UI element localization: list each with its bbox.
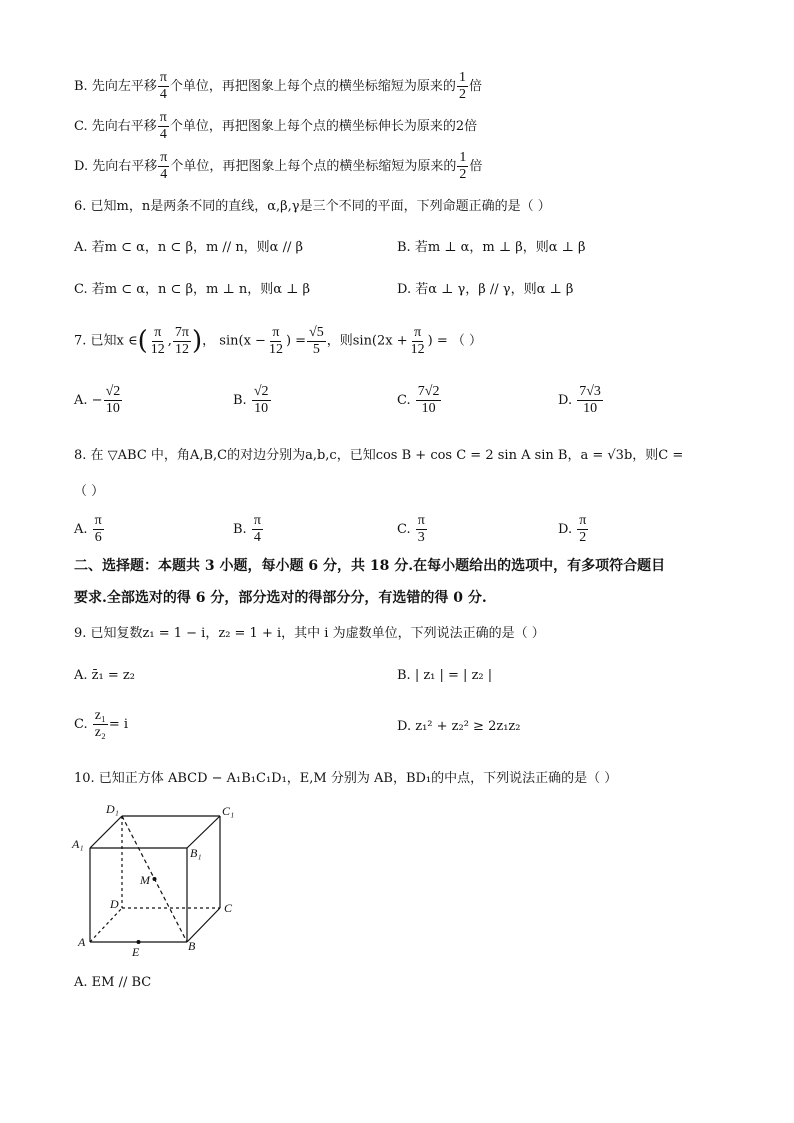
label-a1: A₁: [72, 837, 84, 851]
fraction: $\frac{\pi}{12}$: [268, 324, 283, 357]
label-d: D: [110, 897, 119, 911]
fraction: $\frac{\pi}{4}$: [159, 110, 167, 142]
fraction: $\frac{\pi}{4}$: [160, 150, 168, 182]
label-d1: D₁: [106, 802, 119, 816]
section-heading-line2: 要求.全部选对的得 6 分，部分选对的得部分分，有选错的得 0 分.: [74, 590, 487, 606]
fraction: $\frac{7\pi}{12}$: [174, 324, 189, 357]
q7-stem: 7. 已知x ∈( $\frac{\pi}{12}$ , $\frac{7\pi}{12}$ )， sin(x − $\frac{\pi}{12}$ ) = $\frac{√5}{5}$ ，则sin(2x + $\frac{\pi}{12}$ ) = （ ）: [74, 324, 483, 357]
label-m: M: [140, 873, 150, 887]
label-c1: C₁: [222, 804, 235, 818]
q10-stem: 10. 已知正方体 ABCD − A₁B₁C₁D₁，E,M 分别为 AB，BD₁的中点，下列说法正确的是（ ）: [74, 771, 618, 786]
q6-option-c: C. 若m ⊂ α，n ⊂ β，m ⊥ n，则α ⊥ β: [74, 282, 311, 297]
q9-option-d: D. z₁² + z₂² ≥ 2z₁z₂: [397, 719, 521, 734]
fraction: $\frac{√5}{5}$: [309, 324, 324, 357]
q6-option-a: A. 若m ⊂ α，n ⊂ β，m // n，则α // β: [74, 240, 304, 255]
fraction: $\frac{\pi}{12}$: [410, 324, 425, 357]
q8-option-a: A. $\frac{\pi}{6}$: [74, 513, 102, 545]
q7-option-b: B. $\frac{√2}{10}$: [233, 384, 269, 416]
q9-option-a: A. z̄₁ = z₂: [74, 668, 135, 683]
q8-paren: （ ）: [74, 484, 105, 499]
q9-stem: 9. 已知复数z₁ = 1 − i，z₂ = 1 + i，其中 i 为虚数单位，下列说法正确的是（ ）: [74, 626, 545, 641]
fraction: $\frac{1}{2}$: [458, 70, 466, 102]
q7-option-a: A. − $\frac{√2}{10}$: [74, 384, 121, 416]
q7-option-d: D. $\frac{7√3}{10}$: [558, 384, 601, 416]
label-b1: B₁: [190, 846, 202, 860]
q9-option-b: B. | z₁ | = | z₂ |: [397, 668, 493, 683]
cube-diagram: [70, 800, 250, 960]
fraction: $\frac{1}{2}$: [459, 150, 467, 182]
q5-option-b: B. 先向左平移 $\frac{\pi}{4}$ 个单位，再把图象上每个点的横坐标缩短为原来的 $\frac{1}{2}$ 倍: [74, 70, 482, 102]
q8-option-b: B. $\frac{\pi}{4}$: [233, 513, 261, 545]
label-b: B: [188, 939, 196, 953]
section-heading: 二、选择题：本题共 3 小题，每小题 6 分，共 18 分.在每小题给出的选项中，有多项符合题目: [74, 558, 666, 574]
q8-option-c: C. $\frac{\pi}{3}$: [397, 513, 425, 545]
label-a: A: [78, 935, 86, 949]
q6-stem: 6. 已知m，n是两条不同的直线，α,β,γ是三个不同的平面，下列命题正确的是（ ）: [74, 199, 551, 214]
q8-option-d: D. $\frac{\pi}{2}$: [558, 513, 587, 545]
q5-option-d: D. 先向右平移 $\frac{\pi}{4}$ 个单位，再把图象上每个点的横坐标缩短为原来的 $\frac{1}{2}$ 倍: [74, 150, 483, 182]
q5-option-c: C. 先向右平移 $\frac{\pi}{4}$ 个单位，再把图象上每个点的横坐标伸长为原来的2倍: [74, 110, 478, 142]
label-c: C: [224, 901, 233, 915]
q6-option-b: B. 若m ⊥ α，m ⊥ β，则α ⊥ β: [397, 240, 586, 255]
q10-option-a: A. EM // BC: [74, 975, 152, 990]
fraction: $\frac{\pi}{12}$: [150, 324, 165, 357]
q6-option-d: D. 若α ⊥ γ，β // γ，则α ⊥ β: [397, 282, 574, 297]
fraction: $\frac{\pi}{4}$: [159, 70, 167, 102]
q9-option-c: C. $\frac{\text{z₁}}{\text{z₂}}$ = i: [74, 708, 129, 740]
q7-option-c: C. $\frac{7√2}{10}$: [397, 384, 440, 416]
label-e: E: [132, 945, 140, 959]
q8-stem: 8. 在 ▽ABC 中，角A,B,C的对边分别为a,b,c，已知cos B + cos C = 2 sin A sin B，a = √3b，则C =: [74, 448, 684, 463]
